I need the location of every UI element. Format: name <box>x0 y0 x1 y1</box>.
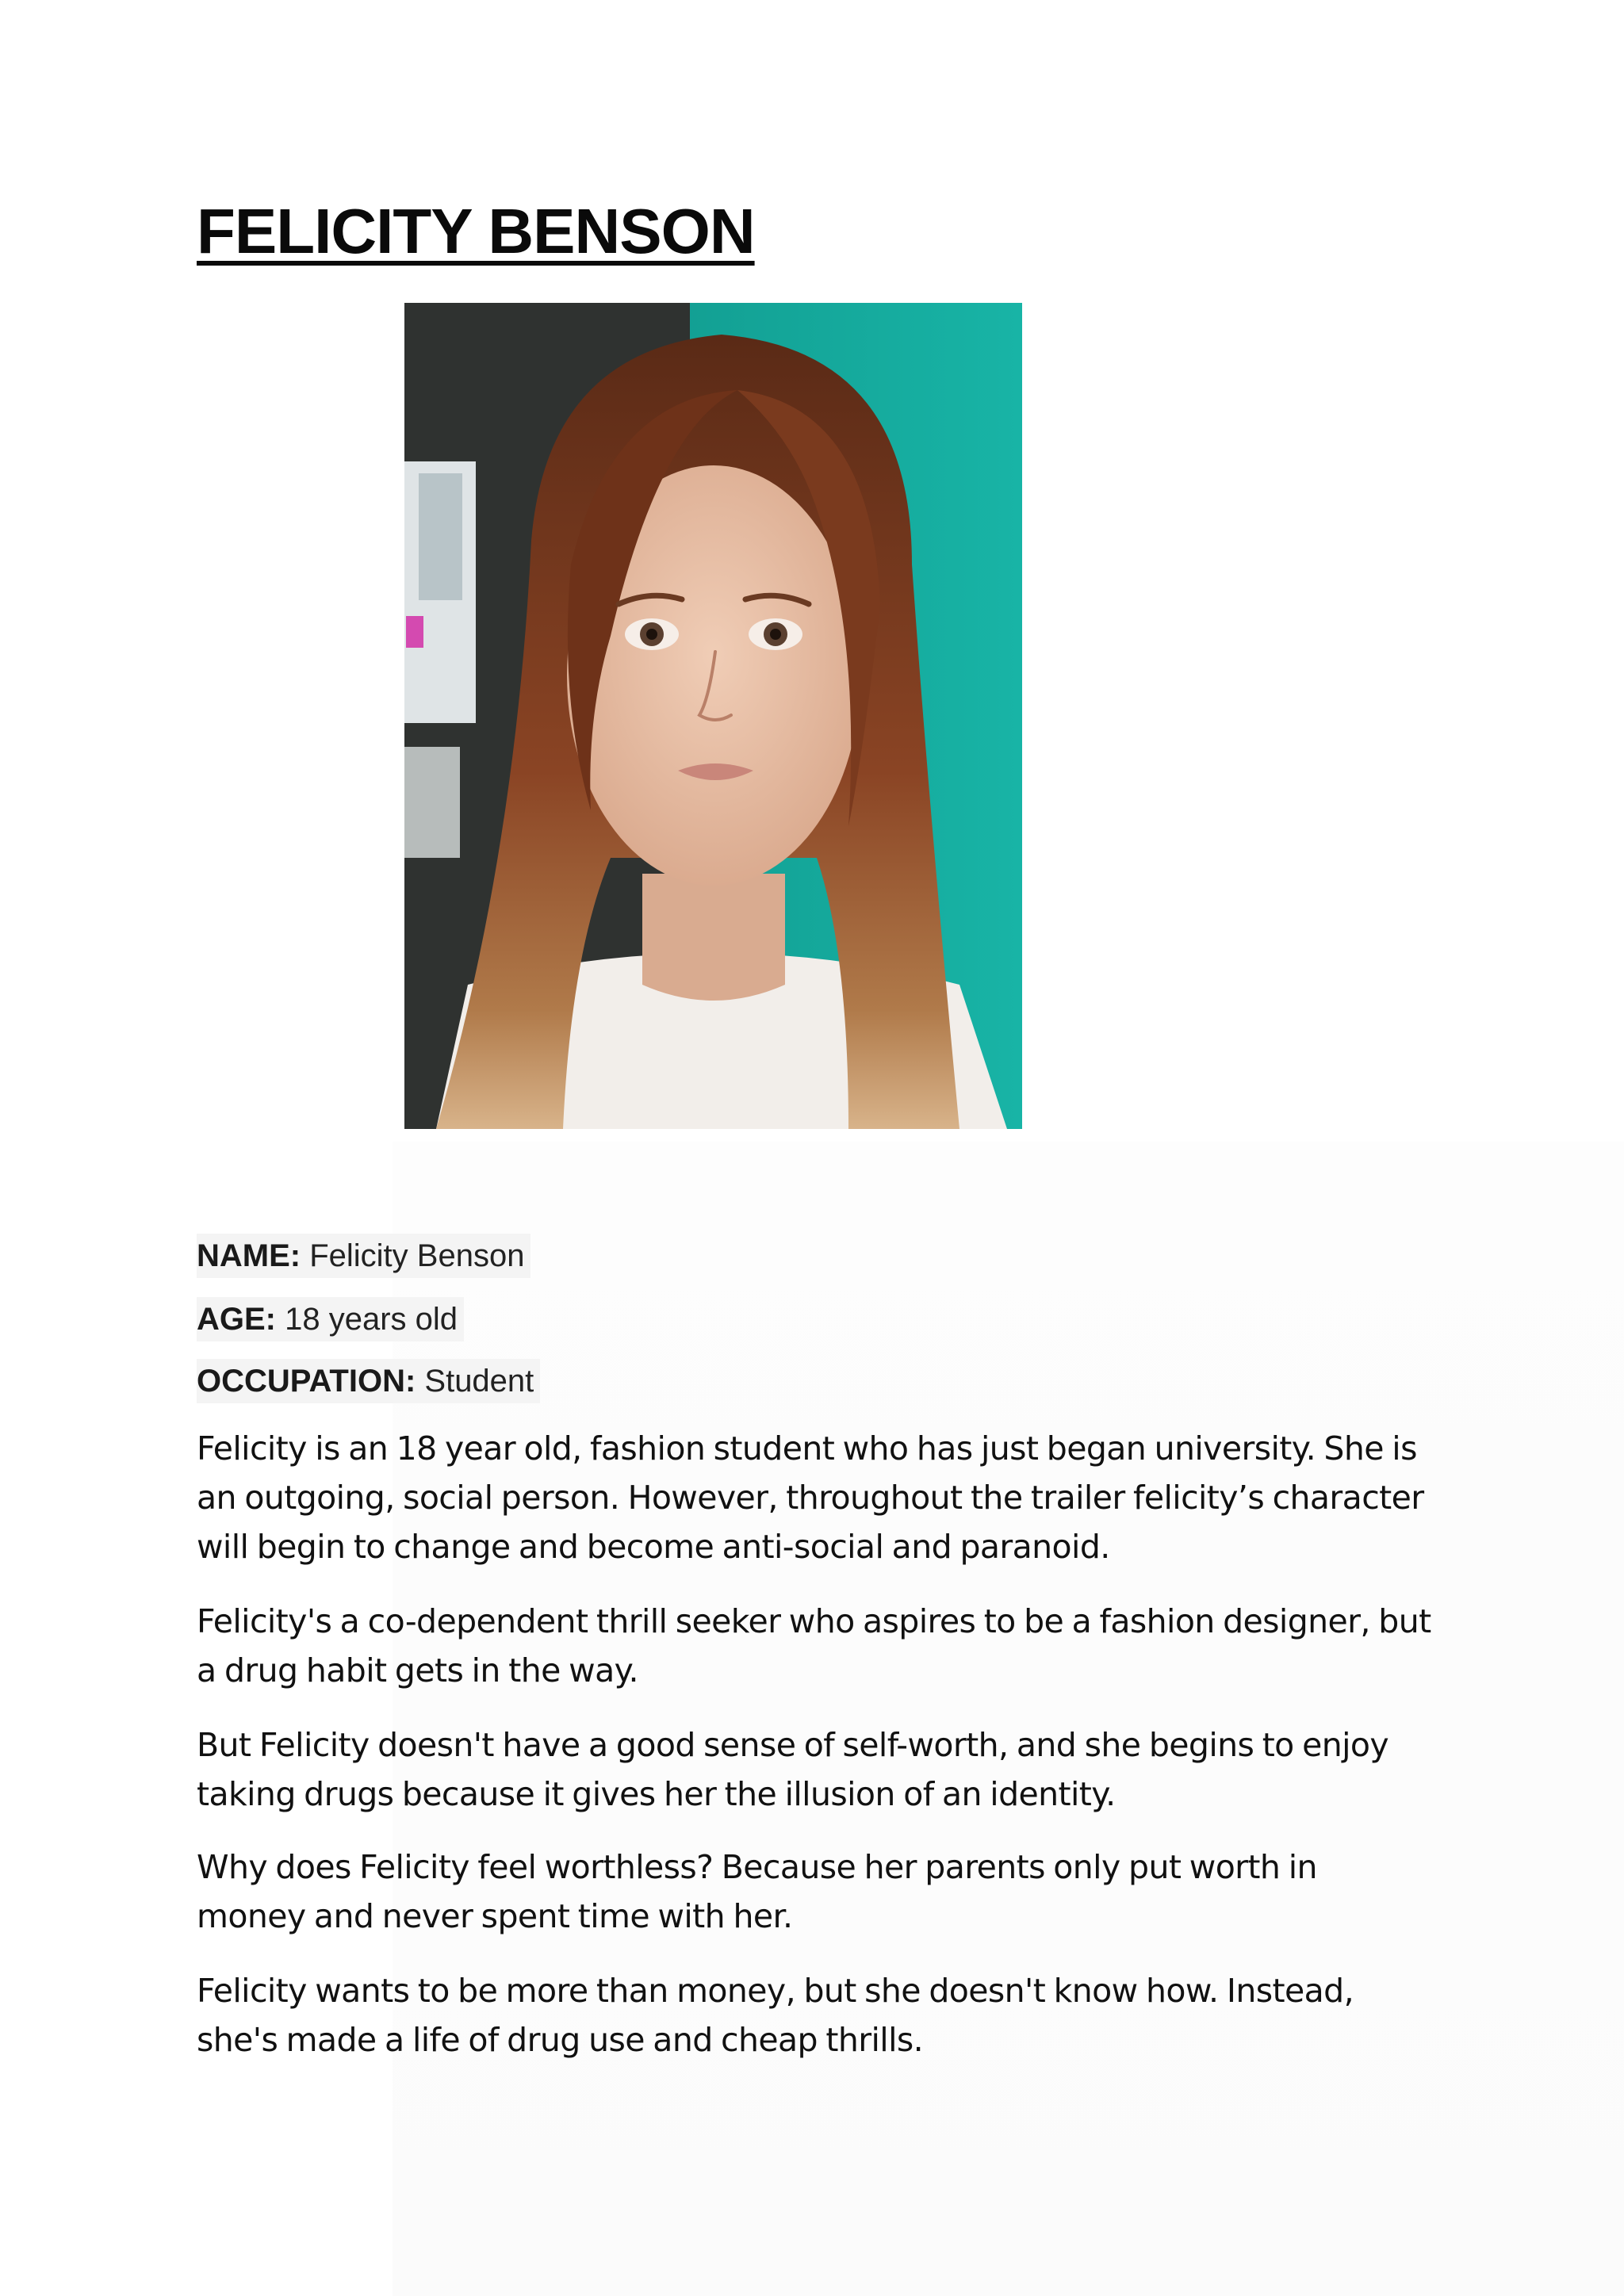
occupation-label: OCCUPATION: <box>197 1364 416 1399</box>
paragraph-cheap-thrills: Felicity wants to be more than money, but she doesn't know how. Instead, she's made a life of drug use and cheap thrills. <box>197 1972 1354 2059</box>
paragraph-self-worth: But Felicity doesn't have a good sense of self-worth, and she begins to enjoy taking drugs because it gives her the illusion of an identity. <box>197 1726 1389 1813</box>
portrait-photo-icon <box>404 303 1022 1129</box>
page-title: FELICITY BENSON <box>197 196 755 266</box>
occupation-value: Student <box>416 1364 534 1399</box>
name-label: NAME: <box>197 1238 301 1273</box>
name-field <box>197 1234 530 1278</box>
age-field <box>197 1297 464 1341</box>
age-label: AGE: <box>197 1302 276 1337</box>
paragraph-thrill-seeker: Felicity's a co-dependent thrill seeker who aspires to be a fashion designer, but a drug habit gets in the way. <box>197 1602 1431 1689</box>
paragraph-intro: Felicity is an 18 year old, fashion student who has just began university. She is an outgoing, social person. However, throughout the trailer felicity’s character will begin to change and become anti-social and paranoid. <box>197 1429 1424 1566</box>
paragraph-worthless: Why does Felicity feel worthless? Because her parents only put worth in money and never spent time with her. <box>197 1848 1317 1935</box>
background-panel <box>393 1142 1624 2296</box>
name-value: Felicity Benson <box>301 1238 525 1273</box>
occupation-field <box>197 1359 540 1403</box>
age-value: 18 years old <box>276 1302 458 1337</box>
